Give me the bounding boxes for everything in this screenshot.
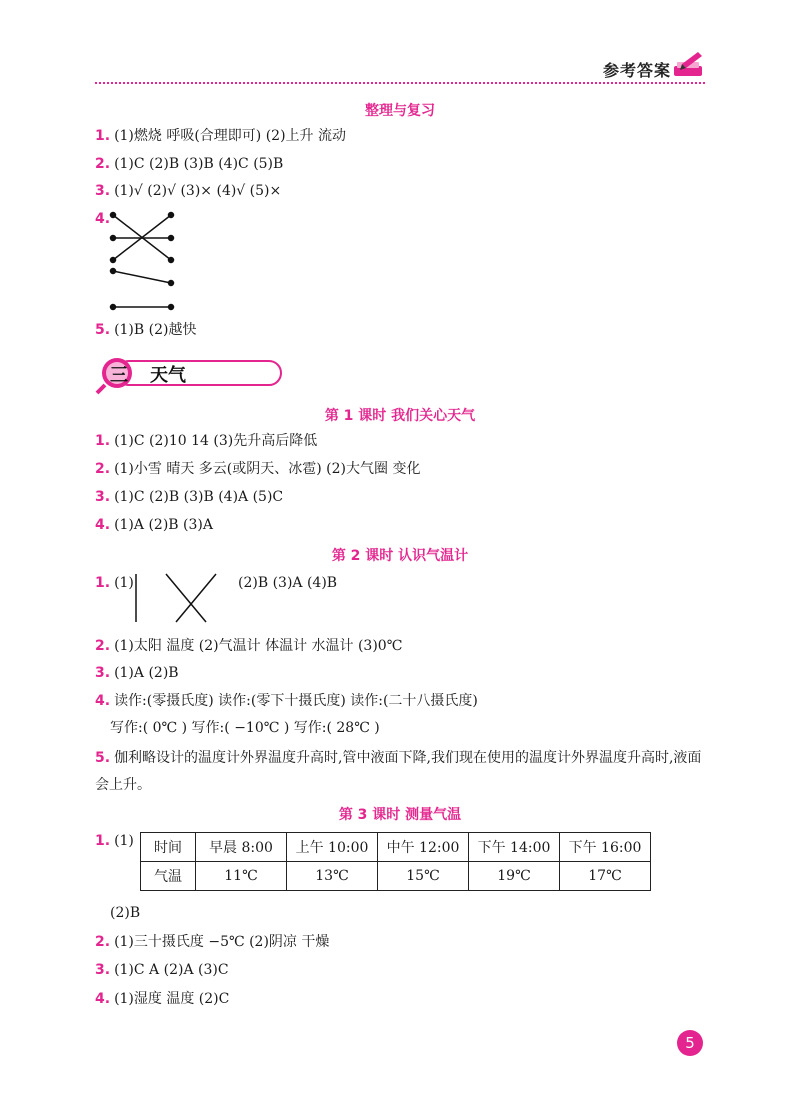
question-number: 4.	[95, 991, 111, 1007]
question-number: 1.	[95, 833, 111, 849]
question-number: 3.	[95, 962, 111, 978]
table-cell: 气温	[141, 862, 196, 891]
table-cell: 13℃	[287, 862, 378, 891]
table-cell: 中午 12:00	[378, 833, 469, 862]
answer-text: 伽利略设计的温度计外界温度升高时,管中液面下降,我们现在使用的温度计外界温度升高时,液面会上升。	[95, 750, 702, 793]
answer-text: (1)湿度 温度 (2)C	[114, 991, 230, 1007]
review-q2	[95, 155, 283, 173]
review-q3	[95, 182, 281, 200]
answer-text: (1)A (2)B (3)A	[114, 517, 213, 533]
lesson1-q2	[95, 460, 420, 478]
answer-text: (1)燃烧 呼吸(合理即可) (2)上升 流动	[114, 128, 346, 144]
answer-text: (1)C (2)10 14 (3)先升高后降低	[114, 433, 318, 449]
lesson2-q4-line2: 写作:( 0℃ ) 写作:( −10℃ ) 写作:( 28℃ )	[110, 720, 380, 736]
section-title-lesson1: 第 1 课时 我们关心天气	[324, 408, 476, 424]
answer-label: (1)	[114, 833, 134, 849]
answer-text: 读作:(零摄氏度) 读作:(零下十摄氏度) 读作:(二十八摄氏度)	[114, 693, 478, 709]
table-cell: 17℃	[560, 862, 651, 891]
question-number: 5.	[95, 322, 111, 338]
table-cell: 下午 14:00	[469, 833, 560, 862]
lesson2-q4	[95, 692, 478, 710]
section-title-lesson3: 第 3 课时 测量气温	[338, 807, 462, 823]
section-title-review: 整理与复习	[365, 103, 435, 119]
answer-label: (1)	[114, 575, 134, 591]
table-header-row	[141, 833, 651, 862]
lesson2-q5	[95, 745, 707, 799]
pencil-book-icon	[672, 50, 706, 80]
unit-title: 天气	[150, 365, 186, 386]
lesson3-q4	[95, 990, 229, 1008]
header-divider	[95, 82, 705, 84]
question-number: 2.	[95, 461, 111, 477]
answer-text: (1)太阳 温度 (2)气温计 体温计 水温计 (3)0℃	[114, 638, 403, 654]
section-title-lesson2: 第 2 课时 认识气温计	[331, 548, 469, 564]
lesson3-q2	[95, 933, 329, 951]
lesson1-q1	[95, 432, 317, 450]
temperature-table	[140, 832, 651, 891]
answer-text: (1)C (2)B (3)B (4)C (5)B	[114, 156, 284, 172]
answer-text: (1)C A (2)A (3)C	[114, 962, 229, 978]
table-cell: 上午 10:00	[287, 833, 378, 862]
table-cell: 早晨 8:00	[196, 833, 287, 862]
question-number: 2.	[95, 156, 111, 172]
lesson3-q1	[95, 832, 134, 850]
question-number: 1.	[95, 128, 111, 144]
review-q1	[95, 127, 346, 145]
question-number: 3.	[95, 183, 111, 199]
table-cell: 11℃	[196, 862, 287, 891]
unit-number: 三	[110, 365, 128, 386]
table-cell: 时间	[141, 833, 196, 862]
answer-text: (1)B (2)越快	[114, 322, 197, 338]
review-q5	[95, 321, 196, 339]
header-title: 参考答案	[603, 61, 672, 80]
question-number: 2.	[95, 934, 111, 950]
table-cell: 下午 16:00	[560, 833, 651, 862]
question-number: 1.	[95, 433, 111, 449]
table-cell: 15℃	[378, 862, 469, 891]
question-number: 1.	[95, 575, 111, 591]
question-number: 3.	[95, 489, 111, 505]
table-row	[141, 862, 651, 891]
lesson1-q4	[95, 516, 213, 534]
answer-text: (1)√ (2)√ (3)× (4)√ (5)×	[114, 183, 282, 199]
question-number: 5.	[95, 750, 111, 766]
question-number: 2.	[95, 638, 111, 654]
lesson3-q1-part2: (2)B	[110, 905, 141, 921]
lesson2-q2	[95, 637, 402, 655]
lesson2-q1-rest: (2)B (3)A (4)B	[238, 575, 338, 591]
matching-diagram-review	[105, 205, 180, 315]
question-number: 3.	[95, 665, 111, 681]
question-number: 4.	[95, 211, 111, 227]
lesson1-q3	[95, 488, 283, 506]
question-number: 4.	[95, 517, 111, 533]
lesson2-q3	[95, 664, 179, 682]
question-number: 4.	[95, 693, 111, 709]
answer-text: (1)小雪 晴天 多云(或阴天、冰雹) (2)大气圈 变化	[114, 461, 421, 477]
answer-text: (1)A (2)B	[114, 665, 179, 681]
page-number: 5	[677, 1030, 703, 1056]
answer-text: (1)C (2)B (3)B (4)A (5)C	[114, 489, 284, 505]
lesson3-q3	[95, 961, 229, 979]
table-cell: 19℃	[469, 862, 560, 891]
matching-diagram-thermometer	[128, 570, 233, 628]
answer-text: (1)三十摄氏度 −5℃ (2)阴凉 干燥	[114, 934, 330, 950]
